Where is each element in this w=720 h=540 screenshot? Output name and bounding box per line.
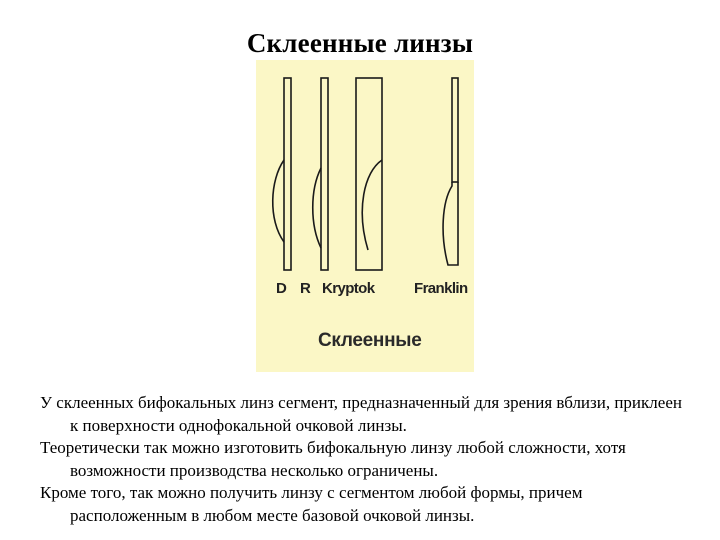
figure-caption: Склеенные [318,330,422,351]
slide-title: Склеенные линзы [246,28,474,58]
paragraph-1: У склеенных бифокальных линз сегмент, предназначенный для зрения вблизи, приклеен к поверхности однофокальной очковой линзы. [40,393,682,435]
bifocal-lens-figure [256,60,474,372]
lens-r-segment [313,168,321,248]
lens-label-r: R [300,280,311,297]
lens-franklin-carrier [452,78,458,182]
body-text [40,392,690,527]
lens-diagram [256,60,474,372]
paragraph-2: Теоретически так можно изготовить бифокальную линзу любой сложности, хотя возможности производства несколько ограничены. [40,438,626,480]
lens-kryptok [356,78,382,270]
paragraph-3: Кроме того, так можно получить линзу с сегментом любой формы, причем расположенным в любом месте базовой очковой линзы. [40,483,583,525]
lens-label-d: D [276,280,287,297]
lens-r [313,78,328,270]
lens-label-franklin: Franklin [414,280,468,297]
lens-kryptok-segment [362,160,382,250]
lens-r-carrier [321,78,328,270]
lens-franklin-segment [443,182,458,265]
lens-kryptok-carrier [356,78,382,270]
lens-d-segment [273,160,284,242]
lens-label-kryptok: Kryptok [322,280,375,297]
lens-d-carrier [284,78,291,270]
lens-d [273,78,291,270]
lens-franklin [443,78,458,265]
